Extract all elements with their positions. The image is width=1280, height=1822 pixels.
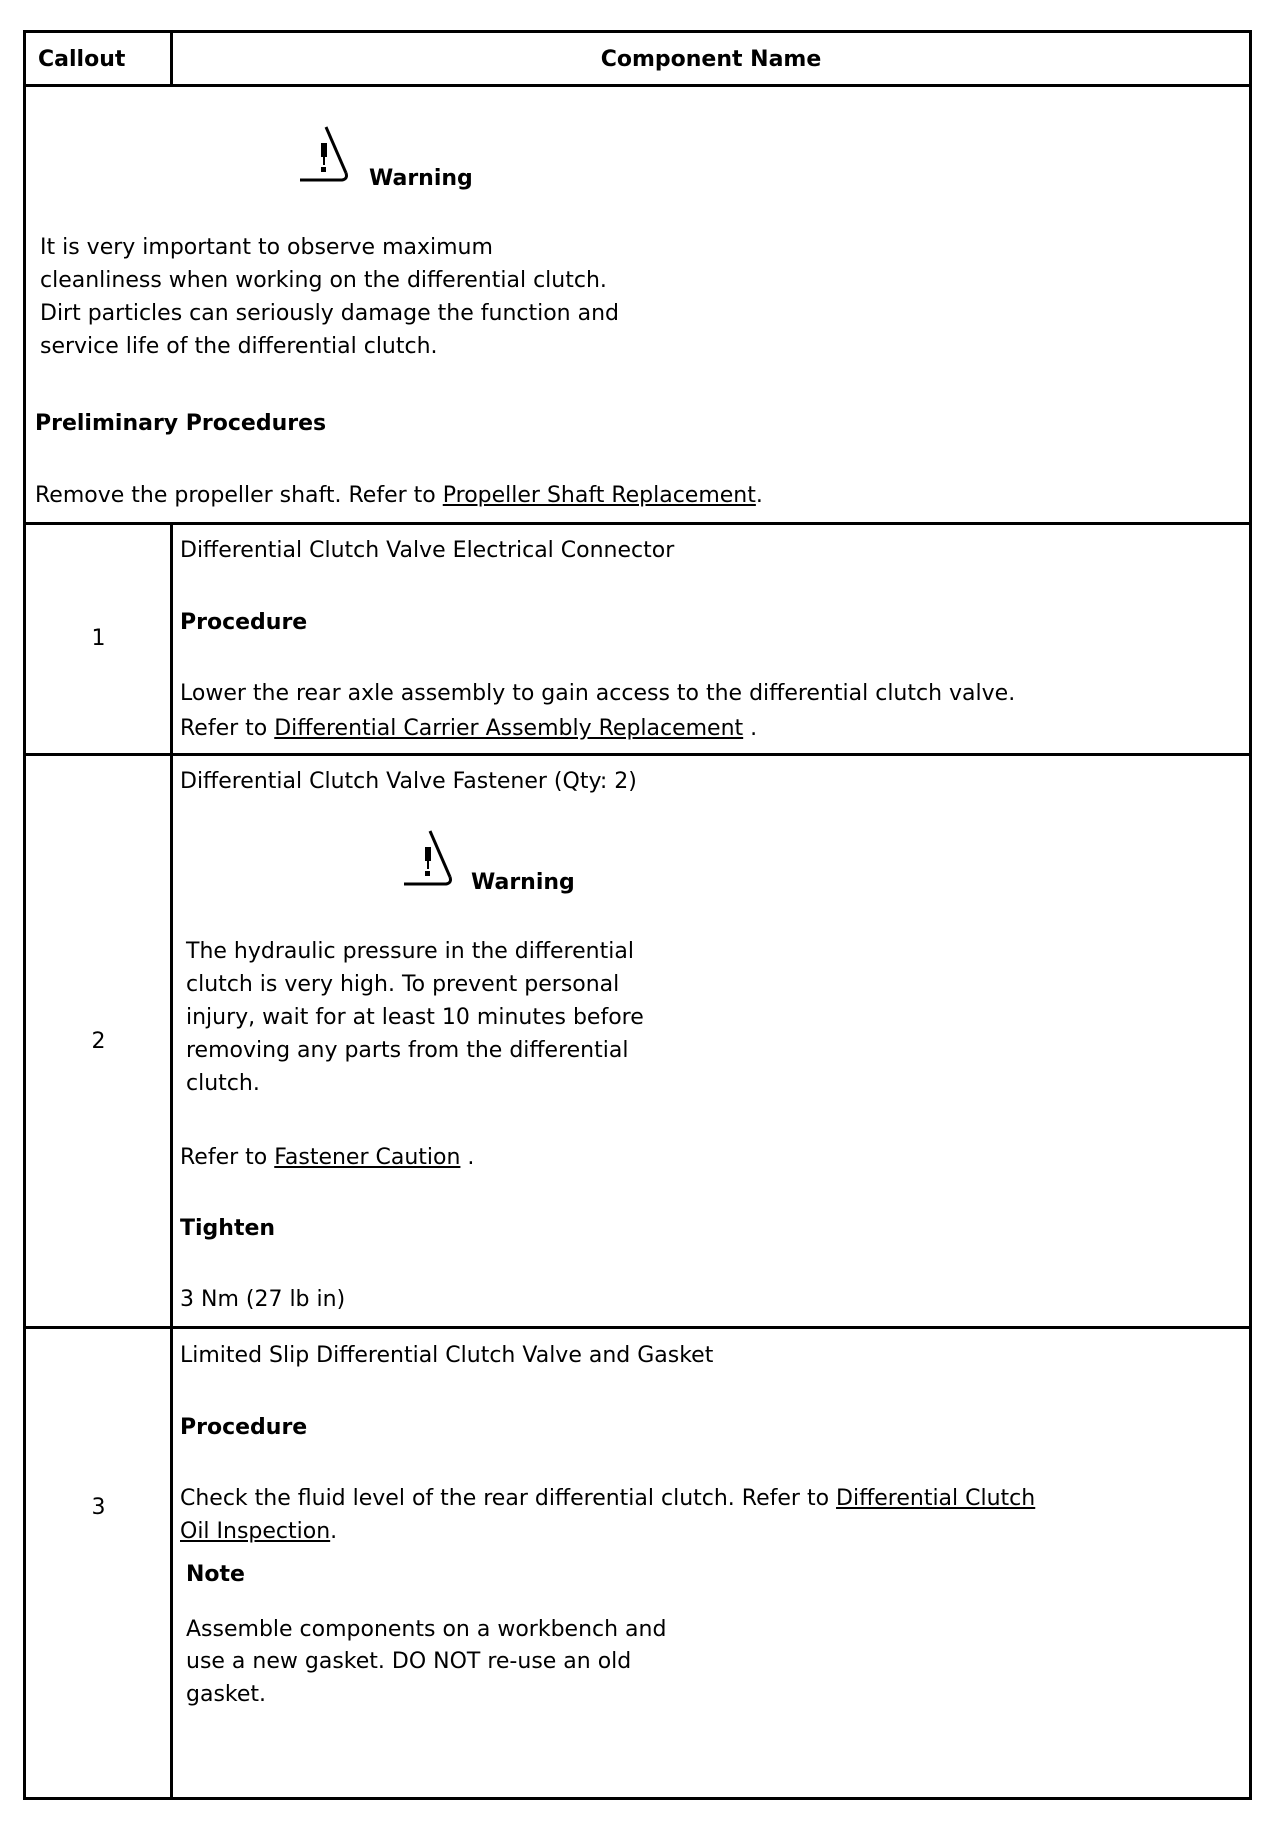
callout-number: 1 <box>91 626 106 651</box>
procedure-text: Lower the rear axle assembly to gain access to the differential clutch valve. <box>180 681 1016 706</box>
table-right-border <box>1249 30 1252 1800</box>
callout-number: 3 <box>91 1495 106 1520</box>
check-fluid-text-cont <box>180 1516 337 1548</box>
row1-bottom-border <box>23 753 1252 756</box>
procedure-heading: Procedure <box>180 610 308 635</box>
note-text-line: use a new gasket. DO NOT re-use an old <box>186 1649 632 1674</box>
preliminary-procedures-heading: Preliminary Procedures <box>35 411 327 436</box>
check-text: Check the fluid level of the rear differential clutch. Refer to <box>180 1486 837 1511</box>
differential-carrier-assembly-replacement-link[interactable]: Differential Carrier Assembly Replacement <box>274 716 744 741</box>
check-fluid-text <box>180 1483 1035 1515</box>
refer-prefix: Refer to <box>180 716 275 741</box>
torque-value: 3 Nm (27 lb in) <box>180 1287 346 1312</box>
fastener-refer-text <box>180 1142 474 1174</box>
warning-icon <box>298 125 354 185</box>
component-title: Differential Clutch Valve Electrical Connector <box>180 538 675 563</box>
warning-label: Warning <box>369 166 473 191</box>
warning-text-line: injury, wait for at least 10 minutes before <box>186 1005 644 1030</box>
refer-end: . <box>743 716 758 741</box>
remove-propeller-text <box>35 480 763 512</box>
intro-bottom-border <box>23 522 1252 525</box>
propeller-shaft-replacement-link[interactable]: Propeller Shaft Replacement <box>442 483 756 508</box>
differential-clutch-oil-inspection-link[interactable]: Differential Clutch <box>836 1486 1036 1511</box>
component-title: Differential Clutch Valve Fastener (Qty: 2) <box>180 769 637 794</box>
fastener-caution-link[interactable]: Fastener Caution <box>274 1145 461 1170</box>
warning-text-line: clutch. <box>186 1071 260 1096</box>
warning-text-line: clutch is very high. To prevent personal <box>186 972 620 997</box>
tighten-heading: Tighten <box>180 1216 276 1241</box>
note-text-line: gasket. <box>186 1682 267 1707</box>
note-heading: Note <box>186 1562 245 1587</box>
differential-clutch-oil-inspection-link[interactable]: Oil Inspection <box>180 1519 331 1544</box>
refer-end: . <box>460 1145 475 1170</box>
table-bottom-border <box>23 1797 1252 1800</box>
note-text-line: Assemble components on a workbench and <box>186 1617 667 1642</box>
column-divider-body <box>170 522 173 1800</box>
table-left-border <box>23 30 26 1800</box>
callout-number: 2 <box>91 1029 106 1054</box>
check-end: . <box>330 1519 338 1544</box>
warning-label: Warning <box>471 870 575 895</box>
refer-prefix: Refer to <box>180 1145 275 1170</box>
procedure-heading: Procedure <box>180 1415 308 1440</box>
remove-end: . <box>755 483 763 508</box>
table-top-border <box>23 30 1252 33</box>
warning-text-line: removing any parts from the differential <box>186 1038 629 1063</box>
warning-text-line: service life of the differential clutch. <box>40 334 438 359</box>
header-component-name: Component Name <box>600 47 822 72</box>
warning-icon <box>402 829 458 889</box>
header-bottom-border <box>23 84 1252 87</box>
component-title: Limited Slip Differential Clutch Valve and Gasket <box>180 1343 714 1368</box>
header-callout: Callout <box>38 47 126 72</box>
row2-bottom-border <box>23 1326 1252 1329</box>
warning-text-line: cleanliness when working on the differential clutch. <box>40 268 607 293</box>
procedure-refer-text <box>180 713 757 745</box>
warning-text-line: Dirt particles can seriously damage the function and <box>40 301 620 326</box>
warning-text-line: It is very important to observe maximum <box>40 235 493 260</box>
remove-text: Remove the propeller shaft. Refer to <box>35 483 443 508</box>
warning-text-line: The hydraulic pressure in the differential <box>186 939 634 964</box>
